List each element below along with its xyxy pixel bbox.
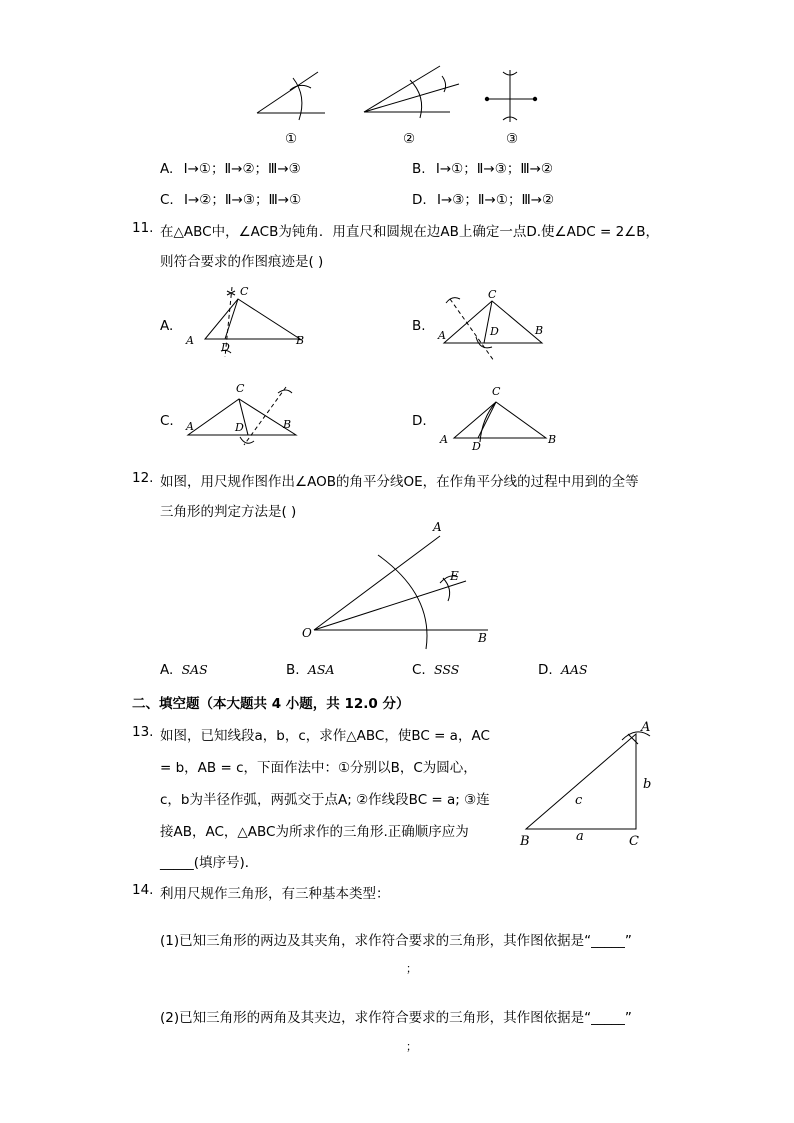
option-letter: D.	[412, 192, 427, 208]
q12-option-c[interactable]	[412, 662, 459, 678]
q13-line-4: 接AB，AC，△ABC为所求作的三角形.正确顺序应为	[160, 824, 469, 840]
q11-c-label-d: D	[235, 421, 244, 434]
q11-option-d[interactable]: D.	[412, 413, 427, 429]
option-letter: B.	[286, 662, 300, 678]
q13-line-3: c，b为半径作弧，两弧交于点A; ②作线段BC = a; ③连	[160, 792, 490, 808]
q10-figure-label-3: ③	[506, 131, 519, 147]
q10-figure-1	[255, 68, 335, 128]
option-text: Ⅰ→③；Ⅱ→①；Ⅲ→②	[436, 192, 555, 208]
option-text: SSS	[434, 662, 460, 677]
q14-item-2-tail: ；	[406, 1040, 417, 1053]
option-letter: A.	[160, 161, 174, 177]
q14-intro: 利用尺规作三角形，有三种基本类型：	[160, 886, 390, 902]
q11-c-label-c: C	[236, 382, 245, 395]
q13-line-2: = b，AB = c，下面作法中：①分别以B，C为圆心，	[160, 760, 477, 776]
q12-label-b: B	[478, 631, 487, 645]
option-letter: C.	[412, 662, 426, 678]
q12-option-d[interactable]	[538, 662, 588, 678]
q10-option-d[interactable]	[412, 188, 554, 208]
q11-b-label-a: A	[438, 329, 446, 342]
q13-label-a: A	[641, 720, 651, 735]
q10-figure-3	[483, 66, 543, 126]
q13-number: 13.	[132, 724, 154, 740]
q10-option-c[interactable]	[160, 188, 301, 208]
q12-stem-line2: 三角形的判定方法是( )	[160, 504, 297, 520]
q11-a-label-d: D	[221, 341, 230, 354]
q11-figure-c	[186, 383, 316, 453]
section-heading: 二、填空题（本大题共 4 小题，共 12.0 分）	[132, 696, 410, 712]
option-text: Ⅰ→①；Ⅱ→③；Ⅲ→②	[435, 161, 554, 177]
q14-item-2: (2)已知三角形的两角及其夹边，求作符合要求的三角形，其作图依据是“_____”	[160, 1010, 632, 1026]
option-letter: A.	[160, 662, 174, 678]
q11-d-label-d: D	[472, 440, 481, 453]
q11-figure-b	[438, 285, 568, 365]
q12-stem-line1: 如图，用尺规作图作出∠AOB的角平分线OE，在作角平分线的过程中用到的全等	[160, 474, 639, 490]
q11-option-c[interactable]: C.	[160, 413, 174, 429]
q14-item-1: (1)已知三角形的两边及其夹角，求作符合要求的三角形，其作图依据是“_____”	[160, 933, 632, 949]
q11-d-label-b: B	[548, 433, 557, 446]
q12-option-b[interactable]	[286, 662, 334, 678]
q11-c-label-b: B	[283, 418, 292, 431]
q13-line-1: 如图，已知线段a，b，c，求作△ABC，使BC = a，AC	[160, 728, 490, 744]
q12-label-e: E	[450, 569, 459, 583]
q13-label-a-side: a	[576, 829, 584, 844]
option-text: Ⅰ→①；Ⅱ→②；Ⅲ→③	[183, 161, 301, 177]
q12-label-o: O	[302, 626, 312, 640]
q11-b-label-b: B	[535, 324, 544, 337]
option-letter: C.	[160, 192, 174, 208]
q11-option-b[interactable]: B.	[412, 318, 426, 334]
q11-stem-line1: 在△ABC中，∠ACB为钝角．用直尺和圆规在边AB上确定一点D.使∠ADC = 2∠B，	[160, 224, 660, 240]
option-letter: D.	[538, 662, 553, 678]
q13-label-b-side: b	[643, 777, 652, 792]
q11-d-label-a: A	[440, 433, 448, 446]
q11-c-label-a: A	[186, 420, 194, 433]
q14-item-1-tail: ；	[406, 962, 417, 975]
q11-a-label-b: B	[296, 334, 305, 347]
q10-option-a[interactable]	[160, 157, 301, 177]
q13-label-c: C	[629, 834, 639, 849]
q12-label-a: A	[433, 520, 442, 534]
q11-figure-a	[195, 285, 315, 360]
q14-number: 14.	[132, 882, 154, 898]
q11-a-label-a: A	[186, 334, 194, 347]
q10-figure-2	[362, 62, 462, 122]
q11-a-label-c: C	[240, 285, 249, 298]
option-text: Ⅰ→②；Ⅱ→③；Ⅲ→①	[184, 192, 302, 208]
option-text: SAS	[181, 662, 208, 677]
q11-b-label-c: C	[488, 288, 497, 301]
q11-number: 11.	[132, 220, 154, 236]
q12-number: 12.	[132, 470, 154, 486]
q11-figure-d	[450, 396, 570, 456]
q12-option-a[interactable]	[160, 662, 208, 678]
q11-stem-line2: 则符合要求的作图痕迹是( )	[160, 254, 324, 270]
q11-b-label-d: D	[490, 325, 499, 338]
q10-option-b[interactable]	[412, 157, 553, 177]
q13-label-c-side: c	[575, 793, 583, 808]
q10-figure-label-2: ②	[403, 131, 416, 147]
q11-option-a[interactable]: A.	[160, 318, 174, 334]
option-text: AAS	[560, 662, 588, 677]
option-letter: B.	[412, 161, 426, 177]
q12-angle-bisector-figure	[310, 525, 500, 655]
q11-d-label-c: C	[492, 385, 501, 398]
q13-label-b: B	[520, 834, 530, 849]
q13-line-5: _____(填序号)．	[160, 855, 259, 871]
q10-figure-label-1: ①	[285, 131, 298, 147]
option-text: ASA	[307, 662, 335, 677]
